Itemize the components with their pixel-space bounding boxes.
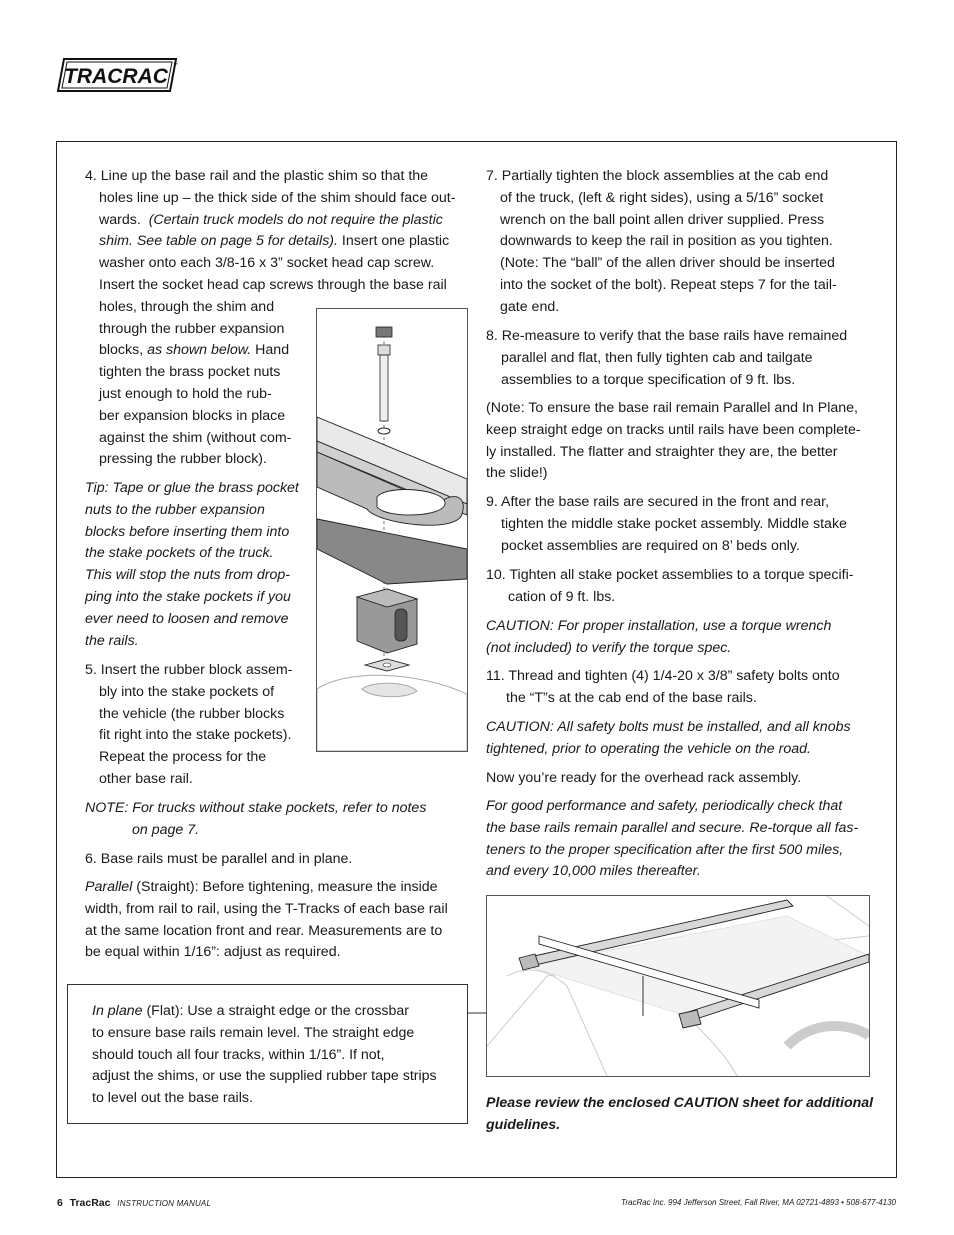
step-10: 10. Tighten all stake pocket assemblies to a torque specifi- cation of 9 ft. lbs. [486,567,854,605]
tip-text: Tip: Tape or glue the brass pocket nuts to the rubber expansion blocks before inserting them into the stake pockets of the truck. This will stop the nuts from drop- ping into the stake pockets if you ever need to loosen and remove the rails. [85,480,299,649]
ready-text: Now you’re ready for the overhead rack assembly. [486,770,802,786]
footer-manual: INSTRUCTION MANUAL [117,1199,212,1208]
step-7: 7. Partially tighten the block assemblies at the cab end of the truck, (left & right sides), using a 5/16” socket wrench on the ball point allen driver supplied. Press downwards to keep the rail in position as you tighten. (Note: The “ball” of the allen driver should be inserted into the socket of the bolt). Repeat steps 7 for the tail- gate end. [486,168,837,315]
logo-text: TRACRAC [64,65,168,88]
in-plane-text: In plane (Flat): Use a straight edge or the crossbar to ensure base rails remain level. The straight edge should touch all four tracks, within 1/16”. If not, adjust the shims, or use the supplied rubber tape strips to level out the base rails. [92,1003,437,1107]
footer-brand: TracRac [69,1197,111,1209]
note-straight-edge: (Note: To ensure the base rail remain Parallel and In Plane, keep straight edge on tracks until rails have been complete- ly installed. The flatter and straighter they are, the better the slide!) [486,400,861,482]
performance-text: For good performance and safety, periodically check that the base rails remain parallel and secure. Re-torque all fas- teners to the proper specification after the first 500 miles, and every 10,000 miles thereafter. [486,798,859,880]
tracrac-logo [56,57,178,93]
page-number: 6 [57,1197,63,1209]
truck-bed-illustration [486,895,870,1077]
svg-text:™: ™ [173,62,178,68]
step-6: 6. Base rails must be parallel and in plane. [85,851,353,867]
step-8: 8. Re-measure to verify that the base rails have remained parallel and flat, then fully tighten cab and tailgate assemblies to a torque specification of 9 ft. lbs. [486,328,848,388]
step-5: 5. Insert the rubber block assem- bly into the stake pockets of the vehicle (the rubber blocks fit right into the stake pockets). Repeat the process for the other base rail. [85,662,293,787]
caution-safety-bolts: CAUTION: All safety bolts must be installed, and all knobs tightened, prior to operating the vehicle on the road. [486,719,851,757]
parallel-text: Parallel (Straight): Before tightening, measure the inside width, from rail to rail, using the T-Tracks of each base rail at the same location front and rear. Measurements are to be equal within 1/16”: adjust as required. [85,879,448,961]
step-11: 11. Thread and tighten (4) 1/4-20 x 3/8” safety bolts onto the “T”s at the cab end of the base rails. [486,668,840,706]
note-no-stake-pockets: NOTE: For trucks without stake pockets, refer to notes on page 7. [85,800,427,838]
step-9: 9. After the base rails are secured in the front and rear, tighten the middle stake pocket assembly. Middle stake pocket assemblies are required on 8’ beds only. [486,494,847,554]
review-caution: Please review the enclosed CAUTION sheet for additional guidelines. [486,1095,874,1133]
assembly-illustration [316,308,468,752]
footer-left [57,1197,211,1209]
caution-torque: CAUTION: For proper installation, use a torque wrench (not included) to verify the torque spec. [486,618,832,656]
step-4-intro: 4. Line up the base rail and the plastic shim so that the holes line up – the thick side of the shim should face out- wards. (Certain truck models do not require the plastic shim. See table on page 5 for details). Insert one plastic washer onto each 3/8-16 x 3” socket head cap screw. Insert the socket head cap screws through the base rail holes, through the shim and through the rubber expansion blocks, as shown below. Hand tighten the brass pocket nuts just enough to hold the rub- ber expansion blocks in place against the shim (without com- pressing the rubber block). [85,168,456,468]
footer-address: TracRac Inc. 994 Jefferson Street, Fall River, MA 02721-4893 • 508-677-4130 [621,1198,896,1207]
